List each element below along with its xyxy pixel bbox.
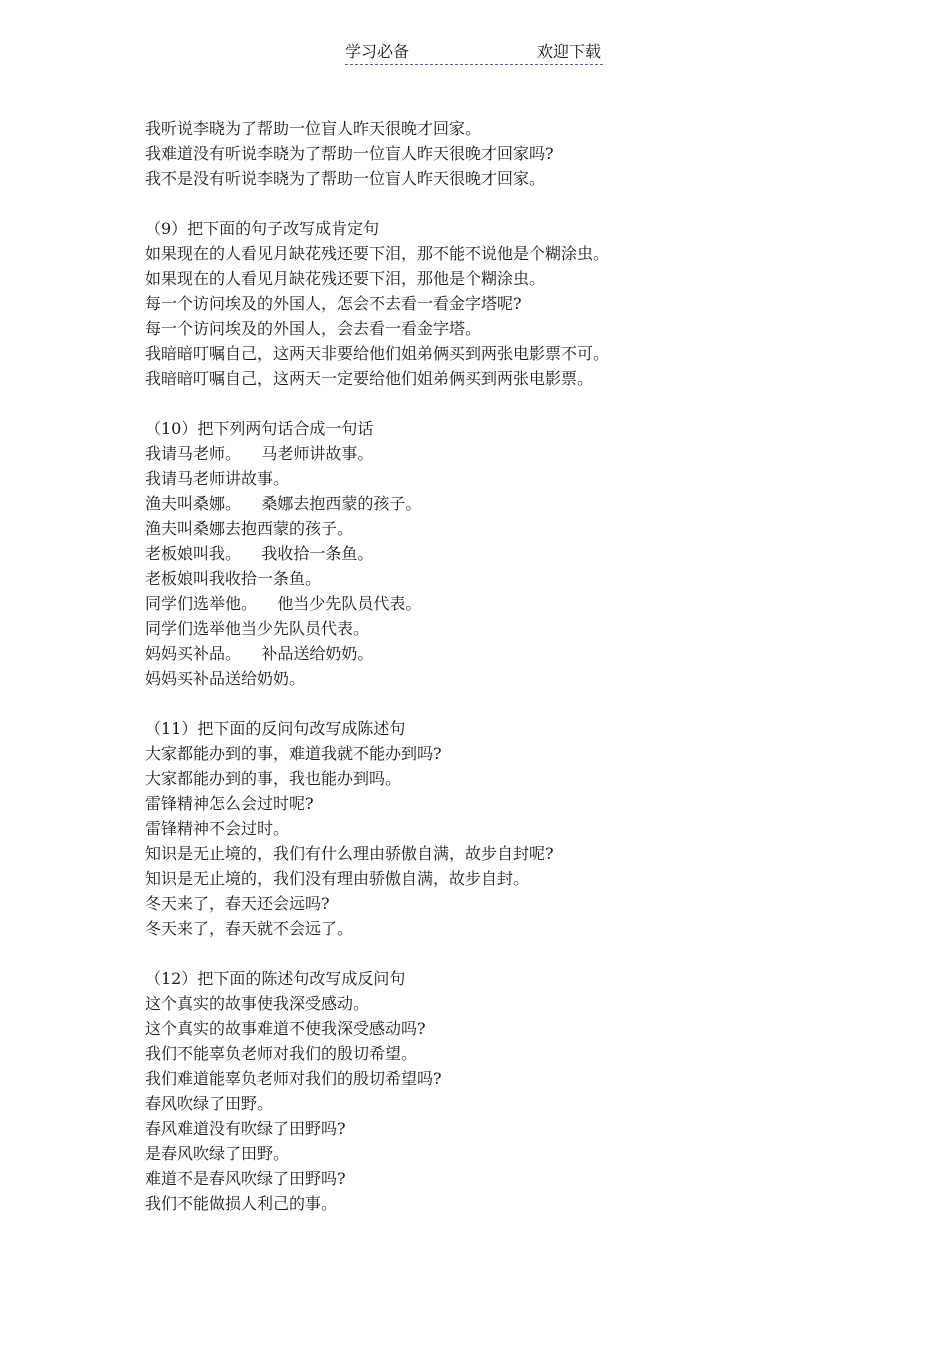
text-line: 雷锋精神怎么会过时呢?: [145, 794, 314, 813]
page-header: [345, 40, 603, 65]
blank-line: [145, 941, 905, 966]
text-line: 渔夫叫桑娜去抱西蒙的孩子。: [145, 519, 354, 538]
text-line: 渔夫叫桑娜。 桑娜去抱西蒙的孩子。: [145, 494, 422, 513]
section-heading: （9）把下面的句子改写成肯定句: [145, 219, 380, 238]
section-heading: （11）把下面的反问句改写成陈述句: [145, 719, 406, 738]
text-line: 我难道没有听说李晓为了帮助一位盲人昨天很晚才回家吗?: [145, 144, 554, 163]
text-line: 是春风吹绿了田野。: [145, 1144, 290, 1163]
text-line: 我听说李晓为了帮助一位盲人昨天很晚才回家。: [145, 119, 482, 138]
text-line: 冬天来了，春天还会远吗?: [145, 894, 330, 913]
text-line: 如果现在的人看见月缺花残还要下泪，那他是个糊涂虫。: [145, 269, 546, 288]
text-line: 雷锋精神不会过时。: [145, 819, 290, 838]
blank-line: [145, 691, 905, 716]
text-line: 知识是无止境的，我们没有理由骄傲自满，故步自封。: [145, 869, 530, 888]
blank-line: [145, 391, 905, 416]
text-line: 每一个访问埃及的外国人，会去看一看金字塔。: [145, 319, 482, 338]
blank-line: [145, 191, 905, 216]
text-line: 我请马老师。 马老师讲故事。: [145, 444, 374, 463]
text-line: 妈妈买补品送给奶奶。: [145, 669, 306, 688]
text-line: 难道不是春风吹绿了田野吗?: [145, 1169, 346, 1188]
section-heading: （10）把下列两句话合成一句话: [145, 419, 374, 438]
text-line: 每一个访问埃及的外国人，怎会不去看一看金字塔呢?: [145, 294, 522, 313]
text-line: 老板娘叫我收拾一条鱼。: [145, 569, 322, 588]
text-line: 同学们选举他。 他当少先队员代表。: [145, 594, 422, 613]
text-line: 如果现在的人看见月缺花残还要下泪，那不能不说他是个糊涂虫。: [145, 244, 610, 263]
text-line: 我请马老师讲故事。: [145, 469, 290, 488]
text-line: 老板娘叫我。 我收拾一条鱼。: [145, 544, 374, 563]
text-line: 我们不能做损人利己的事。: [145, 1194, 338, 1213]
text-line: 我暗暗叮嘱自己，这两天一定要给他们姐弟俩买到两张电影票。: [145, 369, 594, 388]
text-line: 我们难道能辜负老师对我们的殷切希望吗?: [145, 1069, 442, 1088]
text-line: 妈妈买补品。 补品送给奶奶。: [145, 644, 374, 663]
header-right-text: 欢迎下载: [536, 42, 601, 61]
document-body: [145, 116, 905, 1216]
text-line: 冬天来了，春天就不会远了。: [145, 919, 354, 938]
text-line: 我暗暗叮嘱自己，这两天非要给他们姐弟俩买到两张电影票不可。: [145, 344, 610, 363]
text-line: 大家都能办到的事，难道我就不能办到吗?: [145, 744, 442, 763]
text-line: 这个真实的故事使我深受感动。: [145, 994, 370, 1013]
header-left-text: 学习必备: [345, 42, 410, 61]
text-line: 我不是没有听说李晓为了帮助一位盲人昨天很晚才回家。: [145, 169, 546, 188]
text-line: 这个真实的故事难道不使我深受感动吗?: [145, 1019, 426, 1038]
section-heading: （12）把下面的陈述句改写成反问句: [145, 969, 406, 988]
text-line: 同学们选举他当少先队员代表。: [145, 619, 370, 638]
text-line: 我们不能辜负老师对我们的殷切希望。: [145, 1044, 418, 1063]
text-line: 大家都能办到的事，我也能办到吗。: [145, 769, 402, 788]
text-line: 知识是无止境的，我们有什么理由骄傲自满，故步自封呢?: [145, 844, 554, 863]
text-line: 春风吹绿了田野。: [145, 1094, 274, 1113]
text-line: 春风难道没有吹绿了田野吗?: [145, 1119, 346, 1138]
